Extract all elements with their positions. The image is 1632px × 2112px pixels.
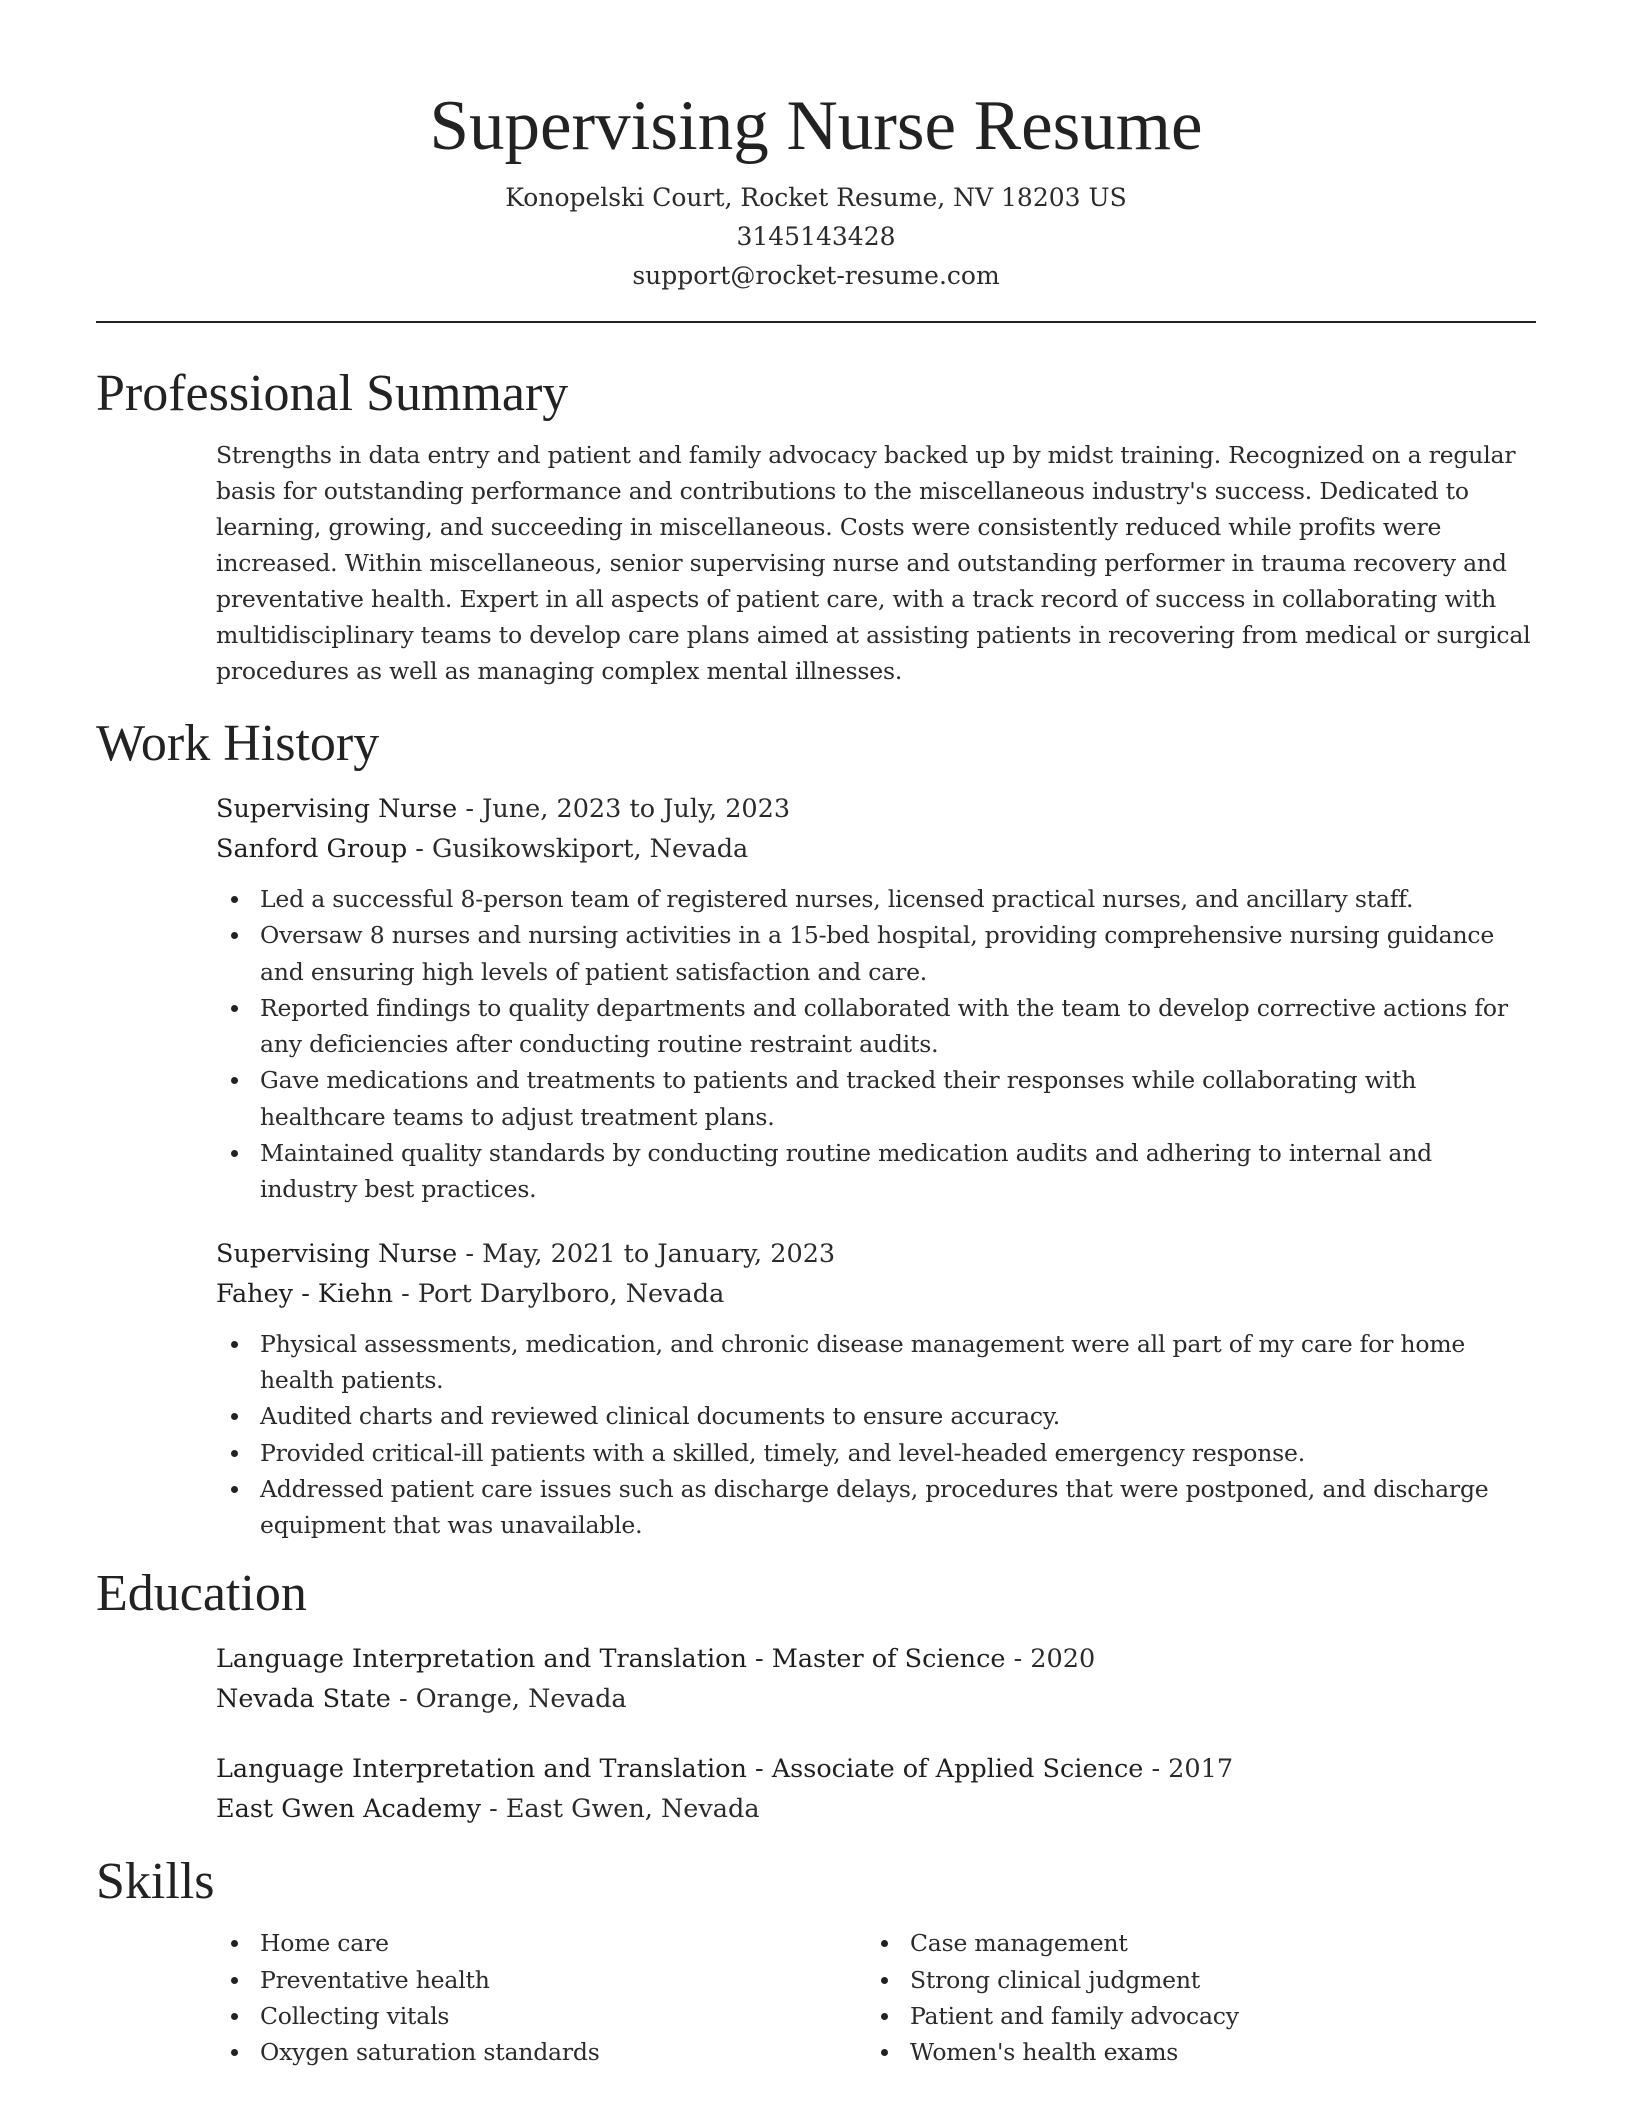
resume-page [96, 0, 1536, 2071]
list-item: Case management [866, 1925, 1516, 1961]
skills-column-left [216, 1925, 866, 2070]
contact-phone: 3145143428 [736, 222, 896, 251]
work-history-heading: Work History [96, 715, 380, 772]
education-school: East Gwen Academy [216, 1794, 481, 1825]
summary-text: Strengths in data entry and patient and family advocacy backed up by midst training. Recognized on a regular basis for outstanding performance and contributions to the miscellaneous industry's success. Dedicated to learning, growing, and succeeding in miscellaneous. Costs were consistently reduced while profits were increased. Within miscellaneous, senior supervising nurse and outstanding performer in trauma recovery and preventative health. Expert in all aspects of patient care, with a track record of success in collaborating with multidisciplinary teams to develop care plans aimed at assisting patients in recovering from medical or surgical procedures as well as managing complex mental illnesses. [216, 441, 1531, 685]
job-entry [216, 1234, 1536, 1544]
contact-block [96, 178, 1536, 295]
job-company-line [216, 1274, 1536, 1314]
list-item: Collecting vitals [216, 1998, 866, 2034]
job-location: - Gusikowskiport, Nevada [415, 834, 749, 864]
job-dates: - May, 2021 to January, 2023 [465, 1238, 836, 1269]
contact-address: Konopelski Court, Rocket Resume, NV 18203 US [505, 183, 1127, 212]
job-title: Supervising Nurse [216, 794, 458, 824]
education-year: - 2017 [1151, 1754, 1234, 1785]
job-title-line [216, 789, 1536, 829]
skills-section [216, 1925, 1536, 2070]
skills-heading: Skills [96, 1853, 215, 1911]
education-degree: - Master of Science [755, 1644, 1006, 1675]
education-year: - 2020 [1013, 1644, 1096, 1675]
skills-list [866, 1925, 1516, 2070]
summary-section [216, 437, 1536, 689]
list-item: Oversaw 8 nurses and nursing activities in a 15-bed hospital, providing comprehensive nursing guidance and ensuring high levels of patient satisfaction and care. [216, 917, 1536, 990]
list-item: Provided critical-ill patients with a skilled, timely, and level-headed emergency response. [216, 1435, 1536, 1471]
education-entry [216, 1749, 1536, 1829]
job-bullets [216, 1326, 1536, 1544]
education-location: - East Gwen, Nevada [489, 1794, 760, 1825]
education-heading: Education [96, 1565, 307, 1623]
education-school-line [216, 1679, 1536, 1719]
list-item: Strong clinical judgment [866, 1962, 1516, 1998]
list-item: Home care [216, 1925, 866, 1961]
job-company-line [216, 829, 1536, 869]
skills-columns [216, 1925, 1536, 2070]
list-item: Audited charts and reviewed clinical documents to ensure accuracy. [216, 1398, 1536, 1434]
job-company: Fahey - Kiehn [216, 1278, 394, 1309]
education-school-line [216, 1789, 1536, 1829]
education-field: Language Interpretation and Translation [216, 1754, 747, 1785]
skills-column-right [866, 1925, 1516, 2070]
education-degree-line [216, 1639, 1536, 1679]
education-school: Nevada State [216, 1684, 391, 1715]
education-field: Language Interpretation and Translation [216, 1644, 747, 1675]
list-item: Addressed patient care issues such as discharge delays, procedures that were postponed, and discharge equipment that was unavailable. [216, 1471, 1536, 1544]
list-item: Physical assessments, medication, and chronic disease management were all part of my care for home health patients. [216, 1326, 1536, 1399]
header-divider [96, 321, 1536, 323]
job-location: - Port Darylboro, Nevada [401, 1278, 725, 1309]
skills-list [216, 1925, 866, 2070]
list-item: Preventative health [216, 1962, 866, 1998]
education-location: - Orange, Nevada [399, 1684, 627, 1715]
education-degree-line [216, 1749, 1536, 1789]
list-item: Gave medications and treatments to patients and tracked their responses while collaborating with healthcare teams to adjust treatment plans. [216, 1062, 1536, 1135]
work-history-section [216, 789, 1536, 1543]
list-item: Oxygen saturation standards [216, 2034, 866, 2070]
education-degree: - Associate of Applied Science [755, 1754, 1144, 1785]
education-section [216, 1639, 1536, 1829]
job-entry [216, 789, 1536, 1208]
job-bullets [216, 881, 1536, 1208]
education-entry [216, 1639, 1536, 1719]
list-item: Reported findings to quality departments and collaborated with the team to develop corrective actions for any deficiencies after conducting routine restraint audits. [216, 990, 1536, 1063]
list-item: Maintained quality standards by conducting routine medication audits and adhering to internal and industry best practices. [216, 1135, 1536, 1208]
contact-email: support@rocket-resume.com [632, 261, 1000, 290]
resume-title: Supervising Nurse Resume [429, 87, 1203, 165]
job-company: Sanford Group [216, 834, 408, 864]
list-item: Women's health exams [866, 2034, 1516, 2070]
list-item: Led a successful 8-person team of registered nurses, licensed practical nurses, and ancillary staff. [216, 881, 1536, 917]
job-title: Supervising Nurse [216, 1238, 458, 1269]
job-title-line [216, 1234, 1536, 1274]
list-item: Patient and family advocacy [866, 1998, 1516, 2034]
job-dates: - June, 2023 to July, 2023 [465, 794, 791, 824]
summary-heading: Professional Summary [96, 365, 569, 422]
